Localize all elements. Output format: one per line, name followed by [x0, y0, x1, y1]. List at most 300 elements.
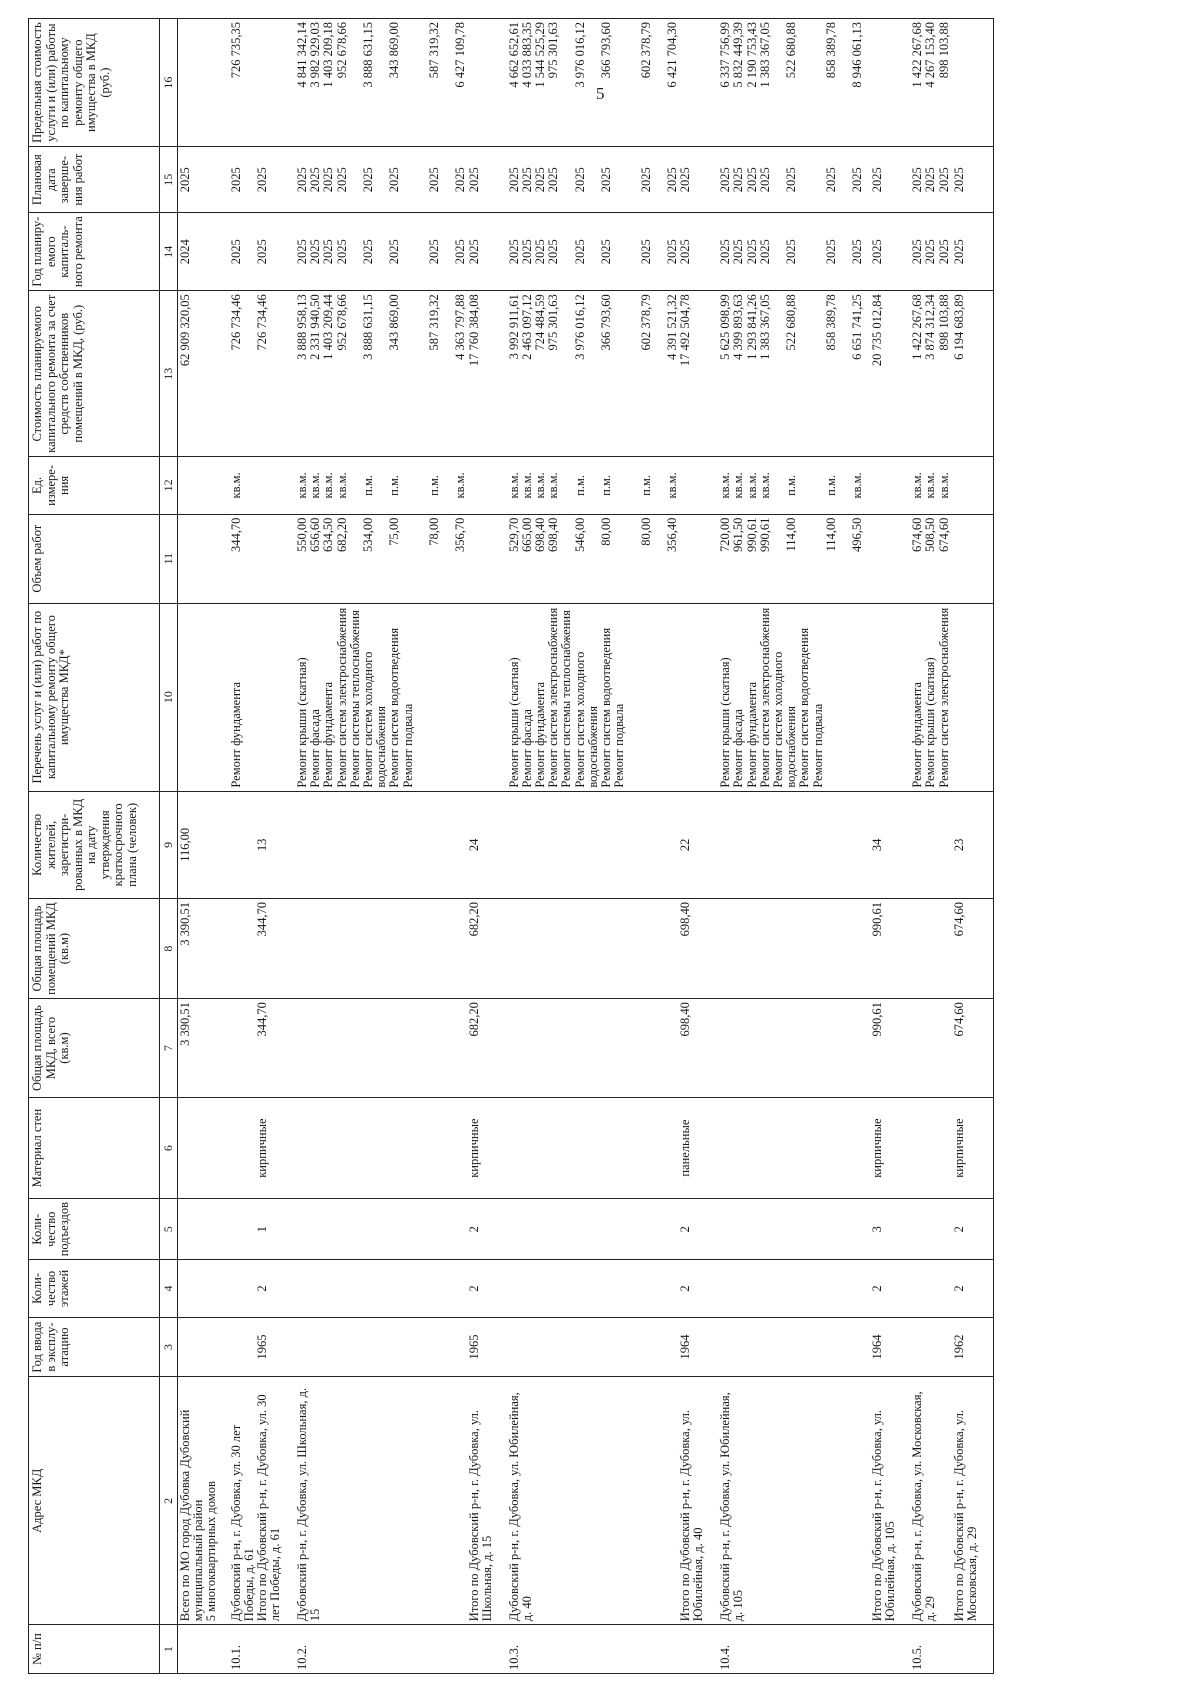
- cell-line: 366 793,60: [598, 22, 613, 79]
- cell-line: 2025: [718, 167, 733, 193]
- table-cell: 2: [953, 1260, 993, 1317]
- table-cell: Дубовский р-н, г. Дубовка, ул. 30 лет Победы, д. 61: [230, 1377, 256, 1625]
- table-cell: Дубовский р-н, г. Дубовка, ул. Юбилейная, д. 105: [719, 1377, 871, 1625]
- table-cell: [871, 514, 911, 603]
- cell-line: 1 403 209,18: [321, 22, 336, 88]
- cell-line: 2025: [744, 167, 759, 193]
- cell-line: [587, 294, 600, 453]
- table-cell: 2025: [953, 213, 993, 291]
- column-number: 7: [160, 999, 178, 1098]
- cell-line: кв.м.: [744, 472, 759, 499]
- cell-line: 3 976 016,12: [572, 22, 587, 88]
- cell-line: Ремонт систем водоотведения: [387, 627, 402, 788]
- table-cell: 1964: [871, 1317, 911, 1377]
- table-cell: 17 760 384,08: [468, 291, 508, 457]
- table-cell: [911, 791, 953, 898]
- cell-line: 3 992 911,61: [506, 294, 521, 360]
- cell-line: 1 403 209,44: [321, 294, 336, 360]
- cell-line: 682,20: [334, 517, 349, 552]
- table-cell: Дубовский р-н, г. Дубовка, ул. Юбилейная, д. 40: [508, 1377, 680, 1625]
- cell-line: 674,60: [910, 517, 925, 552]
- cell-line: 1 422 267,68: [910, 22, 925, 88]
- cell-line: 634,50: [321, 517, 336, 552]
- table-cell: 17 492 504,78: [679, 291, 719, 457]
- table-cell: [911, 19, 953, 147]
- cell-line: кв.м.: [506, 472, 521, 499]
- table-cell: [679, 603, 719, 791]
- table-cell: [679, 457, 719, 514]
- cell-line: [560, 216, 573, 287]
- cell-line: 2025: [387, 167, 402, 193]
- cell-line: 2025: [936, 239, 951, 265]
- cell-line: [349, 518, 362, 600]
- table-cell: кирпичные: [468, 1097, 508, 1198]
- table-row-item: [296, 19, 468, 1674]
- cell-line: Ремонт крыши (скатная): [718, 657, 733, 788]
- cell-line: кв.м.: [910, 472, 925, 499]
- cell-line: 534,00: [360, 517, 375, 552]
- cell-line: [812, 294, 825, 453]
- header-cell: Год ввода в эксплу-атацию: [29, 1317, 160, 1377]
- table-cell: [296, 147, 468, 213]
- cell-line: [402, 460, 415, 510]
- cell-line: 2025: [598, 239, 613, 265]
- table-cell: [296, 1199, 468, 1260]
- table-cell: [679, 514, 719, 603]
- cell-line: 3 976 016,12: [572, 294, 587, 360]
- table-cell: 2025: [256, 213, 296, 291]
- table-cell: 698,40: [679, 999, 719, 1098]
- cell-line: 2025: [572, 239, 587, 265]
- header-cell: Стоимость планируемого капитального ремонта за счет средств собственников помещений в МКД, (руб.): [29, 291, 160, 457]
- table-cell: [230, 1097, 256, 1198]
- table-cell: [679, 19, 719, 147]
- table-cell: [508, 899, 680, 999]
- cell-line: [415, 294, 428, 453]
- table-cell: [178, 514, 230, 603]
- cell-line: [653, 518, 666, 600]
- cell-line: 5 625 098,99: [718, 294, 733, 360]
- table-cell: [911, 1260, 953, 1317]
- cell-line: [812, 22, 825, 143]
- table-cell: [468, 1625, 508, 1674]
- cell-line: 4 267 153,40: [923, 22, 938, 88]
- cell-line: 2025: [731, 167, 746, 193]
- table-cell: 6 194 683,89: [953, 291, 993, 457]
- cell-line: Ремонт фундамента: [910, 681, 925, 788]
- table-cell: кв.м.: [230, 457, 256, 514]
- cell-line: [653, 294, 666, 453]
- header-cell: Предельная стоимость услуги и (или) работы по капитальному ремонту общего имущества в МКД (руб.): [29, 19, 160, 147]
- cell-line: 2025: [506, 239, 521, 265]
- table-cell: [256, 514, 296, 603]
- cell-line: 522 680,88: [784, 294, 799, 351]
- table-cell: Дубовский р-н, г. Дубовка, ул. Школьная, д. 15: [296, 1377, 468, 1625]
- cell-line: 975 301,63: [546, 294, 561, 351]
- cell-line: кв.м.: [532, 472, 547, 499]
- table-cell: [178, 1377, 230, 1625]
- cell-line: [587, 22, 600, 143]
- cell-line: 2025: [850, 239, 865, 265]
- column-number: 4: [160, 1260, 178, 1317]
- cell-line: [587, 216, 600, 287]
- table-cell: [719, 1199, 871, 1260]
- table-cell: [911, 147, 953, 213]
- cell-line: 2025: [334, 167, 349, 193]
- table-cell: [953, 514, 993, 603]
- cell-line: 724 484,59: [532, 294, 547, 351]
- cell-line: п.м.: [638, 474, 653, 496]
- cell-line: [653, 150, 666, 209]
- table-cell: [230, 1199, 256, 1260]
- cell-line: Ремонт систем электроснабжения: [936, 607, 951, 788]
- table-cell: 2025: [468, 213, 508, 291]
- table-cell: [230, 899, 256, 999]
- cell-line: 2025: [936, 167, 951, 193]
- cell-line: Ремонт систем электроснабжения: [334, 607, 349, 788]
- table-cell: 2025: [230, 147, 256, 213]
- header-cell: Коли-чество этажей: [29, 1260, 160, 1317]
- cell-line: Ремонт подвала: [810, 703, 825, 788]
- cell-line: кв.м.: [453, 472, 468, 499]
- cell-line: п.м.: [572, 474, 587, 496]
- table-cell: [953, 457, 993, 514]
- table-cell: 34: [871, 791, 911, 898]
- cell-line: 75,00: [387, 517, 402, 546]
- cell-line: [349, 150, 362, 209]
- cell-line: 2025: [453, 167, 468, 193]
- table-cell: 2025: [679, 147, 719, 213]
- table-cell: [719, 603, 871, 791]
- table-cell: [719, 457, 871, 514]
- table-cell: 24: [468, 791, 508, 898]
- table-cell: [719, 1097, 871, 1198]
- table-cell: [911, 514, 953, 603]
- table-cell: [296, 19, 468, 147]
- table-cell: 1964: [679, 1317, 719, 1377]
- cell-line: кв.м.: [850, 472, 865, 499]
- table-cell: 344,70: [256, 999, 296, 1098]
- cell-line: [798, 216, 811, 287]
- cell-line: [560, 460, 573, 510]
- cell-line: 2025: [572, 167, 587, 193]
- cell-line: 114,00: [784, 517, 799, 552]
- table-row-item: [230, 19, 256, 1674]
- cell-line: Ремонт систем электроснабжения: [757, 607, 772, 788]
- table-cell: Итого по Дубовский р-н, г. Дубовка, ул. Юбилейная, д. 40: [679, 1377, 719, 1625]
- cell-line: [415, 22, 428, 143]
- table-cell: панельные: [679, 1097, 719, 1198]
- cell-line: 2025: [426, 167, 441, 193]
- table-cell: [871, 457, 911, 514]
- header-cell: Общая площадь МКД, всего (кв.м): [29, 999, 160, 1098]
- table-cell: 3 390,51: [178, 899, 230, 999]
- table-cell: [719, 291, 871, 457]
- cell-line: [560, 294, 573, 453]
- table-cell: [178, 1260, 230, 1317]
- table-cell: [178, 1097, 230, 1198]
- table-cell: [911, 899, 953, 999]
- cell-line: [798, 150, 811, 209]
- table-cell: 2025: [468, 147, 508, 213]
- table-cell: 726 734,46: [256, 291, 296, 457]
- table-cell: 990,61: [871, 999, 911, 1098]
- table-cell: 10.2.: [296, 1625, 468, 1674]
- cell-line: 990,61: [744, 517, 759, 552]
- table-cell: 23: [953, 791, 993, 898]
- table-cell: 698,40: [679, 899, 719, 999]
- cell-line: [349, 294, 362, 453]
- cell-line: [613, 518, 626, 600]
- cell-line: 2025: [923, 167, 938, 193]
- cell-line: 2025: [638, 239, 653, 265]
- table-cell: 2025: [953, 147, 993, 213]
- table-cell: [468, 457, 508, 514]
- cell-line: [402, 216, 415, 287]
- cell-line: 2025: [546, 167, 561, 193]
- cell-line: 961,50: [731, 517, 746, 552]
- table-cell: [719, 1317, 871, 1377]
- cell-line: 674,60: [936, 517, 951, 552]
- table-row-total: [256, 19, 296, 1674]
- cell-line: 2025: [321, 239, 336, 265]
- table-cell: Итого по Дубовский р-н, г. Дубовка, ул. Московская, д. 29: [953, 1377, 993, 1625]
- cell-line: кв.м.: [321, 472, 336, 499]
- cell-line: 2025: [664, 167, 679, 193]
- cell-line: 2025: [308, 239, 323, 265]
- cell-line: 80,00: [598, 517, 613, 546]
- cell-line: [349, 460, 362, 510]
- column-number-row: [160, 19, 178, 1674]
- cell-line: 80,00: [638, 517, 653, 546]
- cell-line: 2025: [294, 167, 309, 193]
- table-cell: [178, 457, 230, 514]
- cell-line: п.м.: [784, 474, 799, 496]
- cell-line: [812, 518, 825, 600]
- cell-line: 2025: [546, 239, 561, 265]
- cell-line: 2025: [744, 239, 759, 265]
- table-row-total: [953, 19, 993, 1674]
- table-cell: [871, 603, 911, 791]
- table-cell: [468, 19, 508, 147]
- table-cell: [296, 791, 468, 898]
- cell-line: 356,40: [664, 517, 679, 552]
- cell-line: 2025: [360, 167, 375, 193]
- column-number: 15: [160, 147, 178, 213]
- cell-line: 6 427 109,78: [453, 22, 468, 88]
- table-cell: 10.3.: [508, 1625, 680, 1674]
- cell-line: 2025: [506, 167, 521, 193]
- table-cell: [256, 1625, 296, 1674]
- column-number: 13: [160, 291, 178, 457]
- cell-line: 2025: [784, 239, 799, 265]
- table-row-total: [871, 19, 911, 1674]
- table-cell: 10.4.: [719, 1625, 871, 1674]
- table-row-total: [468, 19, 508, 1674]
- header-cell: Плановая дата заверше-ния работ: [29, 147, 160, 213]
- cell-line: Ремонт систем холодного водоснабжения: [360, 651, 389, 788]
- cell-line: 4 391 521,32: [664, 294, 679, 360]
- cell-line: [587, 518, 600, 600]
- cell-line: 2025: [387, 239, 402, 265]
- cell-line: [798, 294, 811, 453]
- header-cell: № п/п: [29, 1625, 160, 1674]
- column-number: 9: [160, 791, 178, 898]
- cell-line: кв.м.: [936, 472, 951, 499]
- cell-line: 3 982 929,03: [308, 22, 323, 88]
- table-cell: кирпичные: [953, 1097, 993, 1198]
- table-cell: 2: [468, 1199, 508, 1260]
- header-cell: Перечень услуг и (или) работ по капитальному ремонту общего имущества МКД*: [29, 603, 160, 791]
- table-cell: 116,00: [178, 791, 230, 898]
- cell-line: п.м.: [426, 474, 441, 496]
- table-cell: [178, 1199, 230, 1260]
- cell-line: п.м.: [598, 474, 613, 496]
- table-cell: 13: [256, 791, 296, 898]
- table-cell: [508, 457, 680, 514]
- cell-line: 698,40: [532, 517, 547, 552]
- table-cell: [508, 19, 680, 147]
- table-body: [178, 19, 994, 1674]
- cell-line: кв.м.: [294, 472, 309, 499]
- table-cell: [508, 999, 680, 1098]
- cell-line: [402, 22, 415, 143]
- cell-line: кв.м.: [334, 472, 349, 499]
- table-cell: [911, 1097, 953, 1198]
- table-cell: [719, 1260, 871, 1317]
- cell-line: 602 378,79: [638, 294, 653, 351]
- table-cell: 10.5.: [911, 1625, 953, 1674]
- table-cell: [296, 514, 468, 603]
- cell-line: 2025: [757, 239, 772, 265]
- cell-line: 1 422 267,68: [910, 294, 925, 360]
- cell-line: [653, 22, 666, 143]
- table-cell: 2: [468, 1260, 508, 1317]
- cell-line: 5 832 449,39: [731, 22, 746, 88]
- cell-line: 2025: [823, 239, 838, 265]
- table-row-total: [178, 19, 230, 1674]
- table-cell: 2: [256, 1260, 296, 1317]
- table-cell: 344,70: [230, 514, 256, 603]
- cell-line: 2025: [321, 167, 336, 193]
- table-cell: [296, 999, 468, 1098]
- cell-line: 529,70: [506, 517, 521, 552]
- cell-line: Ремонт фасада: [731, 709, 746, 788]
- table-cell: [953, 1625, 993, 1674]
- table-cell: [953, 19, 993, 147]
- column-number: 6: [160, 1097, 178, 1198]
- cell-line: 2025: [664, 239, 679, 265]
- column-number: 1: [160, 1625, 178, 1674]
- cell-line: 858 389,78: [823, 294, 838, 351]
- table-cell: [178, 1317, 230, 1377]
- header-cell: Ед. измере-ния: [29, 457, 160, 514]
- cell-line: [560, 150, 573, 209]
- table-cell: 62 909 320,05: [178, 291, 230, 457]
- cell-line: кв.м.: [664, 472, 679, 499]
- column-number: 3: [160, 1317, 178, 1377]
- table-cell: [256, 457, 296, 514]
- cell-line: [587, 150, 600, 209]
- table-cell: [911, 291, 953, 457]
- table-cell: [719, 19, 871, 147]
- cell-line: 898 103,88: [936, 294, 951, 351]
- column-number: 16: [160, 19, 178, 147]
- table-cell: 674,60: [953, 899, 993, 999]
- table-cell: [230, 1260, 256, 1317]
- table-cell: 1: [256, 1199, 296, 1260]
- column-number: 12: [160, 457, 178, 514]
- cell-line: 3 888 631,15: [360, 294, 375, 360]
- cell-line: Ремонт фасада: [519, 709, 534, 788]
- cell-line: [560, 22, 573, 143]
- cell-line: 2025: [426, 239, 441, 265]
- cell-line: 2 463 097,12: [519, 294, 534, 360]
- cell-line: 4 841 342,14: [294, 22, 309, 88]
- cell-line: [560, 518, 573, 600]
- header-cell: Адрес МКД: [29, 1377, 160, 1625]
- cell-line: кв.м.: [308, 472, 323, 499]
- cell-line: [812, 150, 825, 209]
- table-cell: [256, 603, 296, 791]
- cell-line: 356,70: [453, 517, 468, 552]
- cell-line: [626, 22, 639, 143]
- cell-line: 2025: [638, 167, 653, 193]
- column-number: 10: [160, 603, 178, 791]
- cell-line: 8 946 061,13: [850, 22, 865, 88]
- cell-line: 952 678,66: [334, 22, 349, 79]
- cell-line: [653, 216, 666, 287]
- cell-line: 2025: [308, 167, 323, 193]
- table-cell: Итого по Дубовский р-н, г. Дубовка, ул. 30 лет Победы, д. 61: [256, 1377, 296, 1625]
- table-cell: [953, 603, 993, 791]
- cell-line: [798, 22, 811, 143]
- table-cell: Ремонт фундамента: [230, 603, 256, 791]
- cell-line: [402, 294, 415, 453]
- column-number: 8: [160, 899, 178, 999]
- table-cell: кирпичные: [871, 1097, 911, 1198]
- table-cell: [468, 514, 508, 603]
- header-cell: Объем работ: [29, 514, 160, 603]
- cell-line: 2025: [532, 239, 547, 265]
- cell-line: [626, 518, 639, 600]
- cell-line: 2025: [784, 167, 799, 193]
- cell-line: 2025: [294, 239, 309, 265]
- table-cell: [508, 514, 680, 603]
- table-cell: Дубовский р-н, г. Дубовка, ул. Московская, д. 29: [911, 1377, 953, 1625]
- table-cell: 1965: [468, 1317, 508, 1377]
- cell-line: Ремонт крыши (скатная): [506, 657, 521, 788]
- table-cell: 2: [871, 1260, 911, 1317]
- cell-line: 858 389,78: [823, 22, 838, 79]
- cell-line: 2025: [598, 167, 613, 193]
- cell-line: 2025: [910, 239, 925, 265]
- cell-line: [415, 150, 428, 209]
- cell-line: 5 многоквартирных домов: [204, 1481, 219, 1622]
- cell-line: 6 651 741,25: [850, 294, 865, 360]
- table-row-item: [911, 19, 953, 1674]
- cell-line: Ремонт подвала: [400, 703, 415, 788]
- cell-line: 2025: [519, 167, 534, 193]
- header-cell: Материал стен: [29, 1097, 160, 1198]
- cell-line: кв.м.: [923, 472, 938, 499]
- table-cell: [230, 1317, 256, 1377]
- cell-line: Ремонт крыши (скатная): [294, 657, 309, 788]
- cell-line: 366 793,60: [598, 294, 613, 351]
- cell-line: 665,00: [519, 517, 534, 552]
- table-cell: 3 390,51: [178, 999, 230, 1098]
- cell-line: 114,00: [823, 517, 838, 552]
